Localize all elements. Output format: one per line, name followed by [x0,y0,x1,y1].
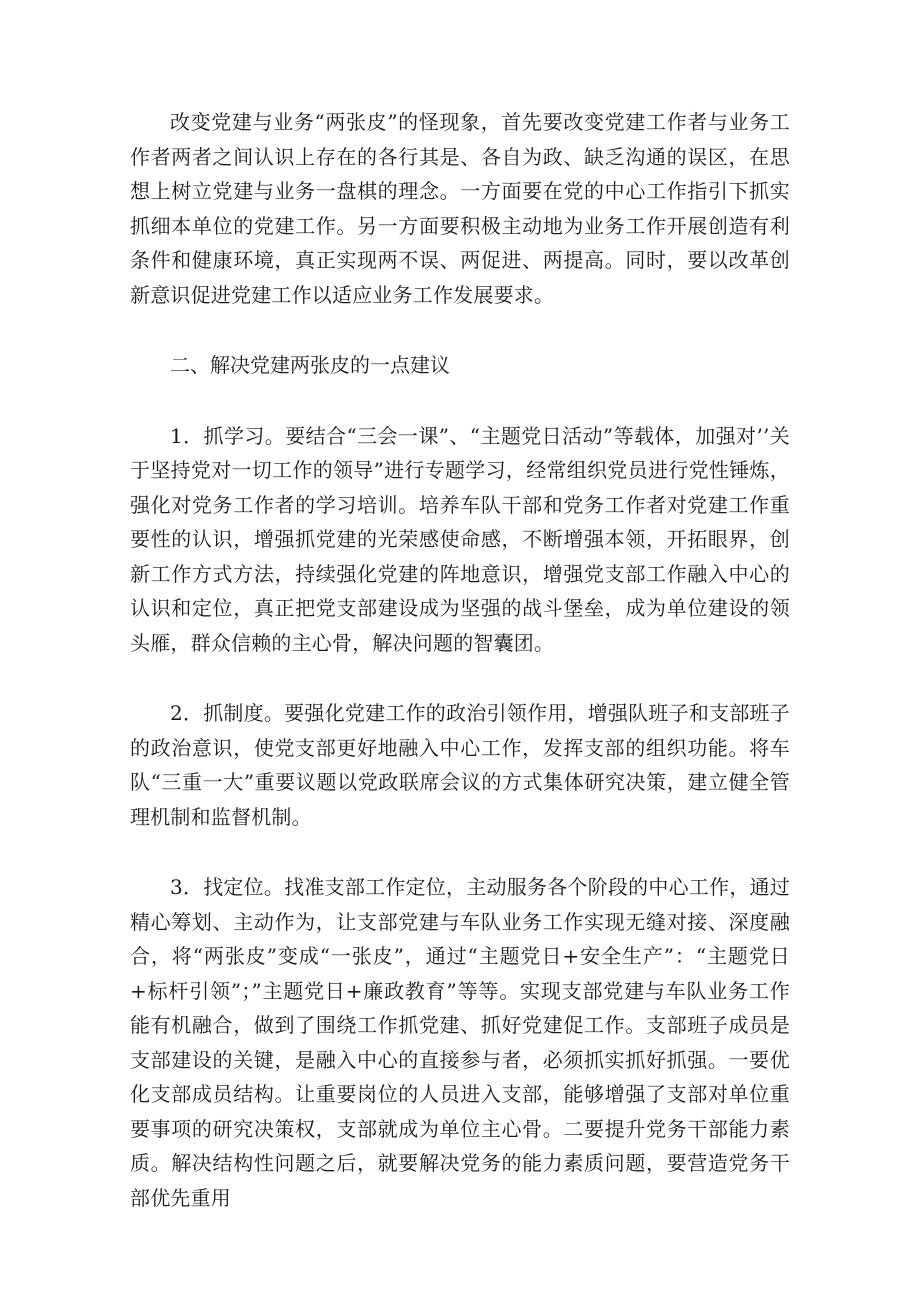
item-3-paragraph: 3．找定位。找准支部工作定位，主动服务各个阶段的中心工作，通过精心筹划、主动作为，让支部党建与车队业务工作实现无缝对接、深度融合，将“两张皮”变成“一张皮”，通过“主题党日+安全生产”：“主题党日+标杆引领”；”主题党日+廉政教育”等等。实现支部党建与车队业务工作能有机融合，做到了围绕工作抓党建、抓好党建促工作。支部班子成员是支部建设的关键，是融入中心的直接参与者，必须抓实抓好抓强。一要优化支部成员结构。让重要岗位的人员进入支部，能够增强了支部对单位重要事项的研究决策权，支部就成为单位主心骨。二要提升党务干部能力素质。解决结构性问题之后，就要解决党务的能力素质问题，要营造党务干部优先重用 [130,875,790,1210]
item-2-paragraph: 2．抓制度。要强化党建工作的政治引领作用，增强队班子和支部班子的政治意识，使党支部更好地融入中心工作，发挥支部的组织功能。将车队“三重一大”重要议题以党政联席会议的方式集体研究决策，建立健全管理机制和监督机制。 [130,701,790,829]
document-body [130,105,790,1215]
section-heading: 二、解决党建两张皮的一点建议 [170,353,450,377]
item-1-paragraph: 1．抓学习。要结合“三会一课”、“主题党日活动”等载体，加强对’’关于坚持党对一切工作的领导”进行专题学习，经常组织党员进行党性锤炼，强化对党务工作者的学习培训。培养车队干部和党务工作者对党建工作重要性的认识，增强抓党建的光荣感使命感，不断增强本领，开拓眼界，创新工作方式方法，持续强化党建的阵地意识，增强党支部工作融入中心的认识和定位，真正把党支部建设成为坚强的战斗堡垒，成为单位建设的领头雁，群众信赖的主心骨，解决问题的智囊团。 [130,423,790,655]
paragraph-spacer [130,383,790,419]
paragraph-spacer [130,834,790,870]
paragraph-spacer [130,312,790,348]
paragraph-spacer [130,660,790,696]
intro-paragraph: 改变党建与业务“两张皮”的怪现象，首先要改变党建工作者与业务工作者两者之间认识上存在的各行其是、各自为政、缺乏沟通的误区，在思想上树立党建与业务一盘棋的理念。一方面要在党的中心工作指引下抓实抓细本单位的党建工作。另一方面要积极主动地为业务工作开展创造有利条件和健康环境，真正实现两不误、两促进、两提高。同时，要以改革创新意识促进党建工作以适应业务工作发展要求。 [130,110,790,307]
